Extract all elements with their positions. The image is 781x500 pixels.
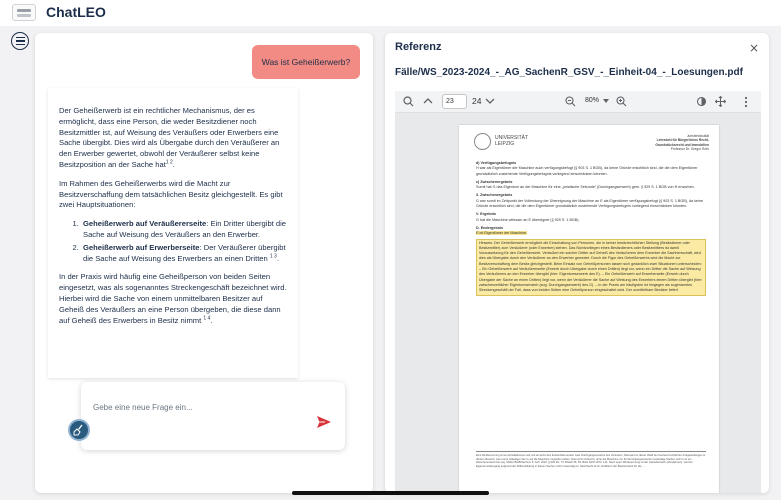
pdf-heading: V. Ergebnis [476,212,496,217]
top-bar [0,0,781,26]
dropdown-icon[interactable] [603,99,609,103]
pdf-page [459,125,719,493]
reference-title: Referenz [395,41,442,53]
pdf-heading: d) Verfügungsbefugnis [476,161,517,165]
pdf-highlighted-hint: Hinweis: Der Geheißerwerb ermöglicht die Einschaltung von Personen, die in keiner besitzrechtlichen Stellung (Besitzdiener oder Besitzmittler) zum Veräußerer (oder Erwerber) stehen. Das Nichtvorliegen eines Besitzdieners oder Besitzmittlers ist damit Voraussetzung für den Geheißerwerb. Veräußert ein solcher Dritter auf Geheiß des Veräußerers dem Erwerber die Sachherrschaft, wird dies als Übergabe durch den Veräußerer an den Erwerber gewertet. Durch die Figur des Geheißerwerbs wird die Macht zur Besitzverschaffung dem Besitz gleichgestellt. Beim Einsatz von Geheißpersonen lassen sich gedanklich zwei Situationen unterscheiden: – Ein Geheißerwerb auf Veräußererseite (Erwerb durch Übergabe durch einen Dritten) liegt vor, wenn ein Dritter die Sache auf Weisung des Veräußerers an den Erwerber übergibt (hier: Eigentumserwerb des E). – Ein Geheißerwerb auf Erwerberseite (Erwerb durch Übergabe der Sache an einen Dritten) liegt vor, wenn der Veräußerer die Sache auf Weisung des Erwerbers einem Dritten übergibt (hier: zwischenzeitlicher Eigentumserwerb (sog. Durchgangserwerb) des G). – In der Praxis am häufigsten ist hingegen als sogenanntes Streckengeschäft der Fall, dass von beiden Seiten eine Geheißperson eingeschaltet wird. Der unmittelbare Besitzer liefert [476,239,706,296]
pdf-paragraph: H war als Eigentümer der Maschine auch verfügungsbefugt (§ 903 S. 1 BGB), da keine Gründe ersichtlich sind, die die dem Eigentümer grundsätzlich zustehende Verfügungsbefugnis vorliegend einschränken könnten. [476,166,698,176]
pdf-paragraph: G hat die Maschine wirksam an E übereignet (§ 929 S. 1 BGB). [476,217,580,222]
zoom-out-icon[interactable] [565,96,576,107]
move-icon[interactable] [715,96,726,107]
app-title: ChatLEO [46,4,106,20]
page-number-input[interactable]: 23 [442,94,467,109]
pdf-footnotes: Eine Minderermung immer Erteilabkomen auf und anmehrt des Zusterdokumenten zwei Durchgangserwerbs des Vertretern, Relevant ist dieser Weld bei insolvenzrechtlichen Fragestellungen in diesem Bereich, wenn eine Gläubiger des G auf die Maschine zugreifen wollen. Dies wird mit Recht, ohne die Maschine zur für Durchgangserwerbs zuständige Sachen sich G ist ein Zwischenerwerb bei sog. Müllur-BGB/Sachenr 5. Aufl. 2023, § 929 Rn. 73. BGHZ 36, 56; BGH NJW 1973, 141. Nach einer Minderermung ist der Geheißerwerb (abzulehnen), weil ein Eigentumsübergang aufgrund der Willensbildung in diesen Sachen nicht notwendig ist. Gleichwohl ist im Verfahren der Besitzerwerb für die ... [476,451,706,468]
question-input[interactable]: Gebe eine neue Frage ein... [93,403,193,412]
answer-paragraph: Der Geheißerwerb ist ein rechtlicher Mechanismus, der es ermöglicht, dass eine Person, die weder Besitzdiener noch Besitzmittler ist, auf Weisung des Veräußers oder Erwerbers eine Sache übergibt. Dies wird als Übergabe durch den Veräußerer an den Erwerber gewertet, obwohl der Veräußerer selbst keine Besitzposition an der Sache hat$^{1 2}$. [59,106,280,169]
search-icon[interactable] [403,96,414,107]
user-message-bubble [252,45,360,79]
menu-icon[interactable] [11,32,29,50]
zoom-select[interactable]: 80% [585,97,600,104]
pdf-heading: e) Zwischenergebnis [476,179,513,184]
more-icon[interactable] [744,96,748,108]
pdf-highlight: E ist Eigentümer der Maschine. [476,231,528,236]
chevron-down-icon[interactable] [485,97,495,105]
pdf-chair-info: Juristenfakultät Lehrstuhl für Bürgerliches Recht, Grundstücksrecht und Immobilien Professor Dr. Gregor Roth [655,134,709,151]
pdf-heading: D. Endergebnis [476,225,504,230]
question-input-box[interactable] [81,382,345,450]
clear-chat-button[interactable] [68,419,90,441]
answer-paragraph: Im Rahmen des Geheißerwerbs wird die Macht zur Besitzverschaffung dem tatsächlichen Besitz gleichgestellt. Es gibt zwei Hauptsituationen: [59,178,283,210]
broom-icon [73,424,85,436]
pdf-university: UNIVERSITÄT LEIPZIG [495,135,529,147]
chevron-up-icon[interactable] [423,97,433,105]
reference-file-name: Fälle/WS_2023-2024_-_AG_SachenR_GSV_-_Einheit-04_-_Loesungen.pdf [395,67,743,78]
pdf-body [476,158,706,296]
citation-link[interactable]: 1 4 [203,315,211,322]
answer-list-item: 2. Geheißerwerb auf Erwerberseite: Der Veräußerer übergibt die Sache auf Weisung des Erwerbers an einen Dritten $^{1 3}$. [81,243,288,265]
home-indicator [292,491,489,495]
reference-panel [385,33,769,493]
pdf-paragraph: Somit hat G das Eigentum an der Maschine für eine „juristische Sekunde“ (Durchgangserwerb) gem. § 929 S. 1 BGB von H erworben. [476,185,695,190]
close-icon[interactable]: × [749,41,760,55]
zoom-in-icon[interactable] [616,96,627,107]
pdf-toolbar [395,91,761,113]
university-seal-icon [474,133,491,150]
citation-link[interactable]: 1 2 [165,159,173,166]
answer-paragraph: In der Praxis wird häufig eine Geheißperson von beiden Seiten eingesetzt, was als sogenanntes Streckengeschäft bezeichnet wird. Hierbei wird die Sache von einem unmittelbaren Besitzer auf Geheiß des Veräußers an eine Person übergeben, die diese dann auf Geheiß des Erwerbers in Besitz nimmt $^{1 4}$. [59,272,287,325]
send-icon[interactable] [317,416,331,428]
pdf-heading: 3. Zwischenergebnis [476,193,513,198]
page-total: 24 [472,96,482,106]
assistant-answer [48,88,298,378]
app-logo [12,4,36,21]
citation-link[interactable]: 1 3 [269,253,277,260]
answer-list-item: 1. Geheißerwerb auf Veräußererseite: Ein Dritter übergibt die Sache auf Weisung des Veräußers an den Erwerber. [81,219,288,241]
theme-icon[interactable] [696,96,707,107]
user-message-text: Was ist Geheißerwerb? [261,57,351,67]
pdf-paragraph: G war somit im Zeitpunkt der Vollendung der Übereignung der Maschine an E als Eigentümer verfügungsbefugt (§ 903 S. 1 BGB), da keine Gründe ersichtlich sind, die die dem Eigentümer grundsätzlich zustehende Verfügungsbefugnis vorliegend einschränken könnten. [476,198,703,209]
pdf-viewer[interactable] [395,113,761,493]
answer-list [81,219,288,264]
